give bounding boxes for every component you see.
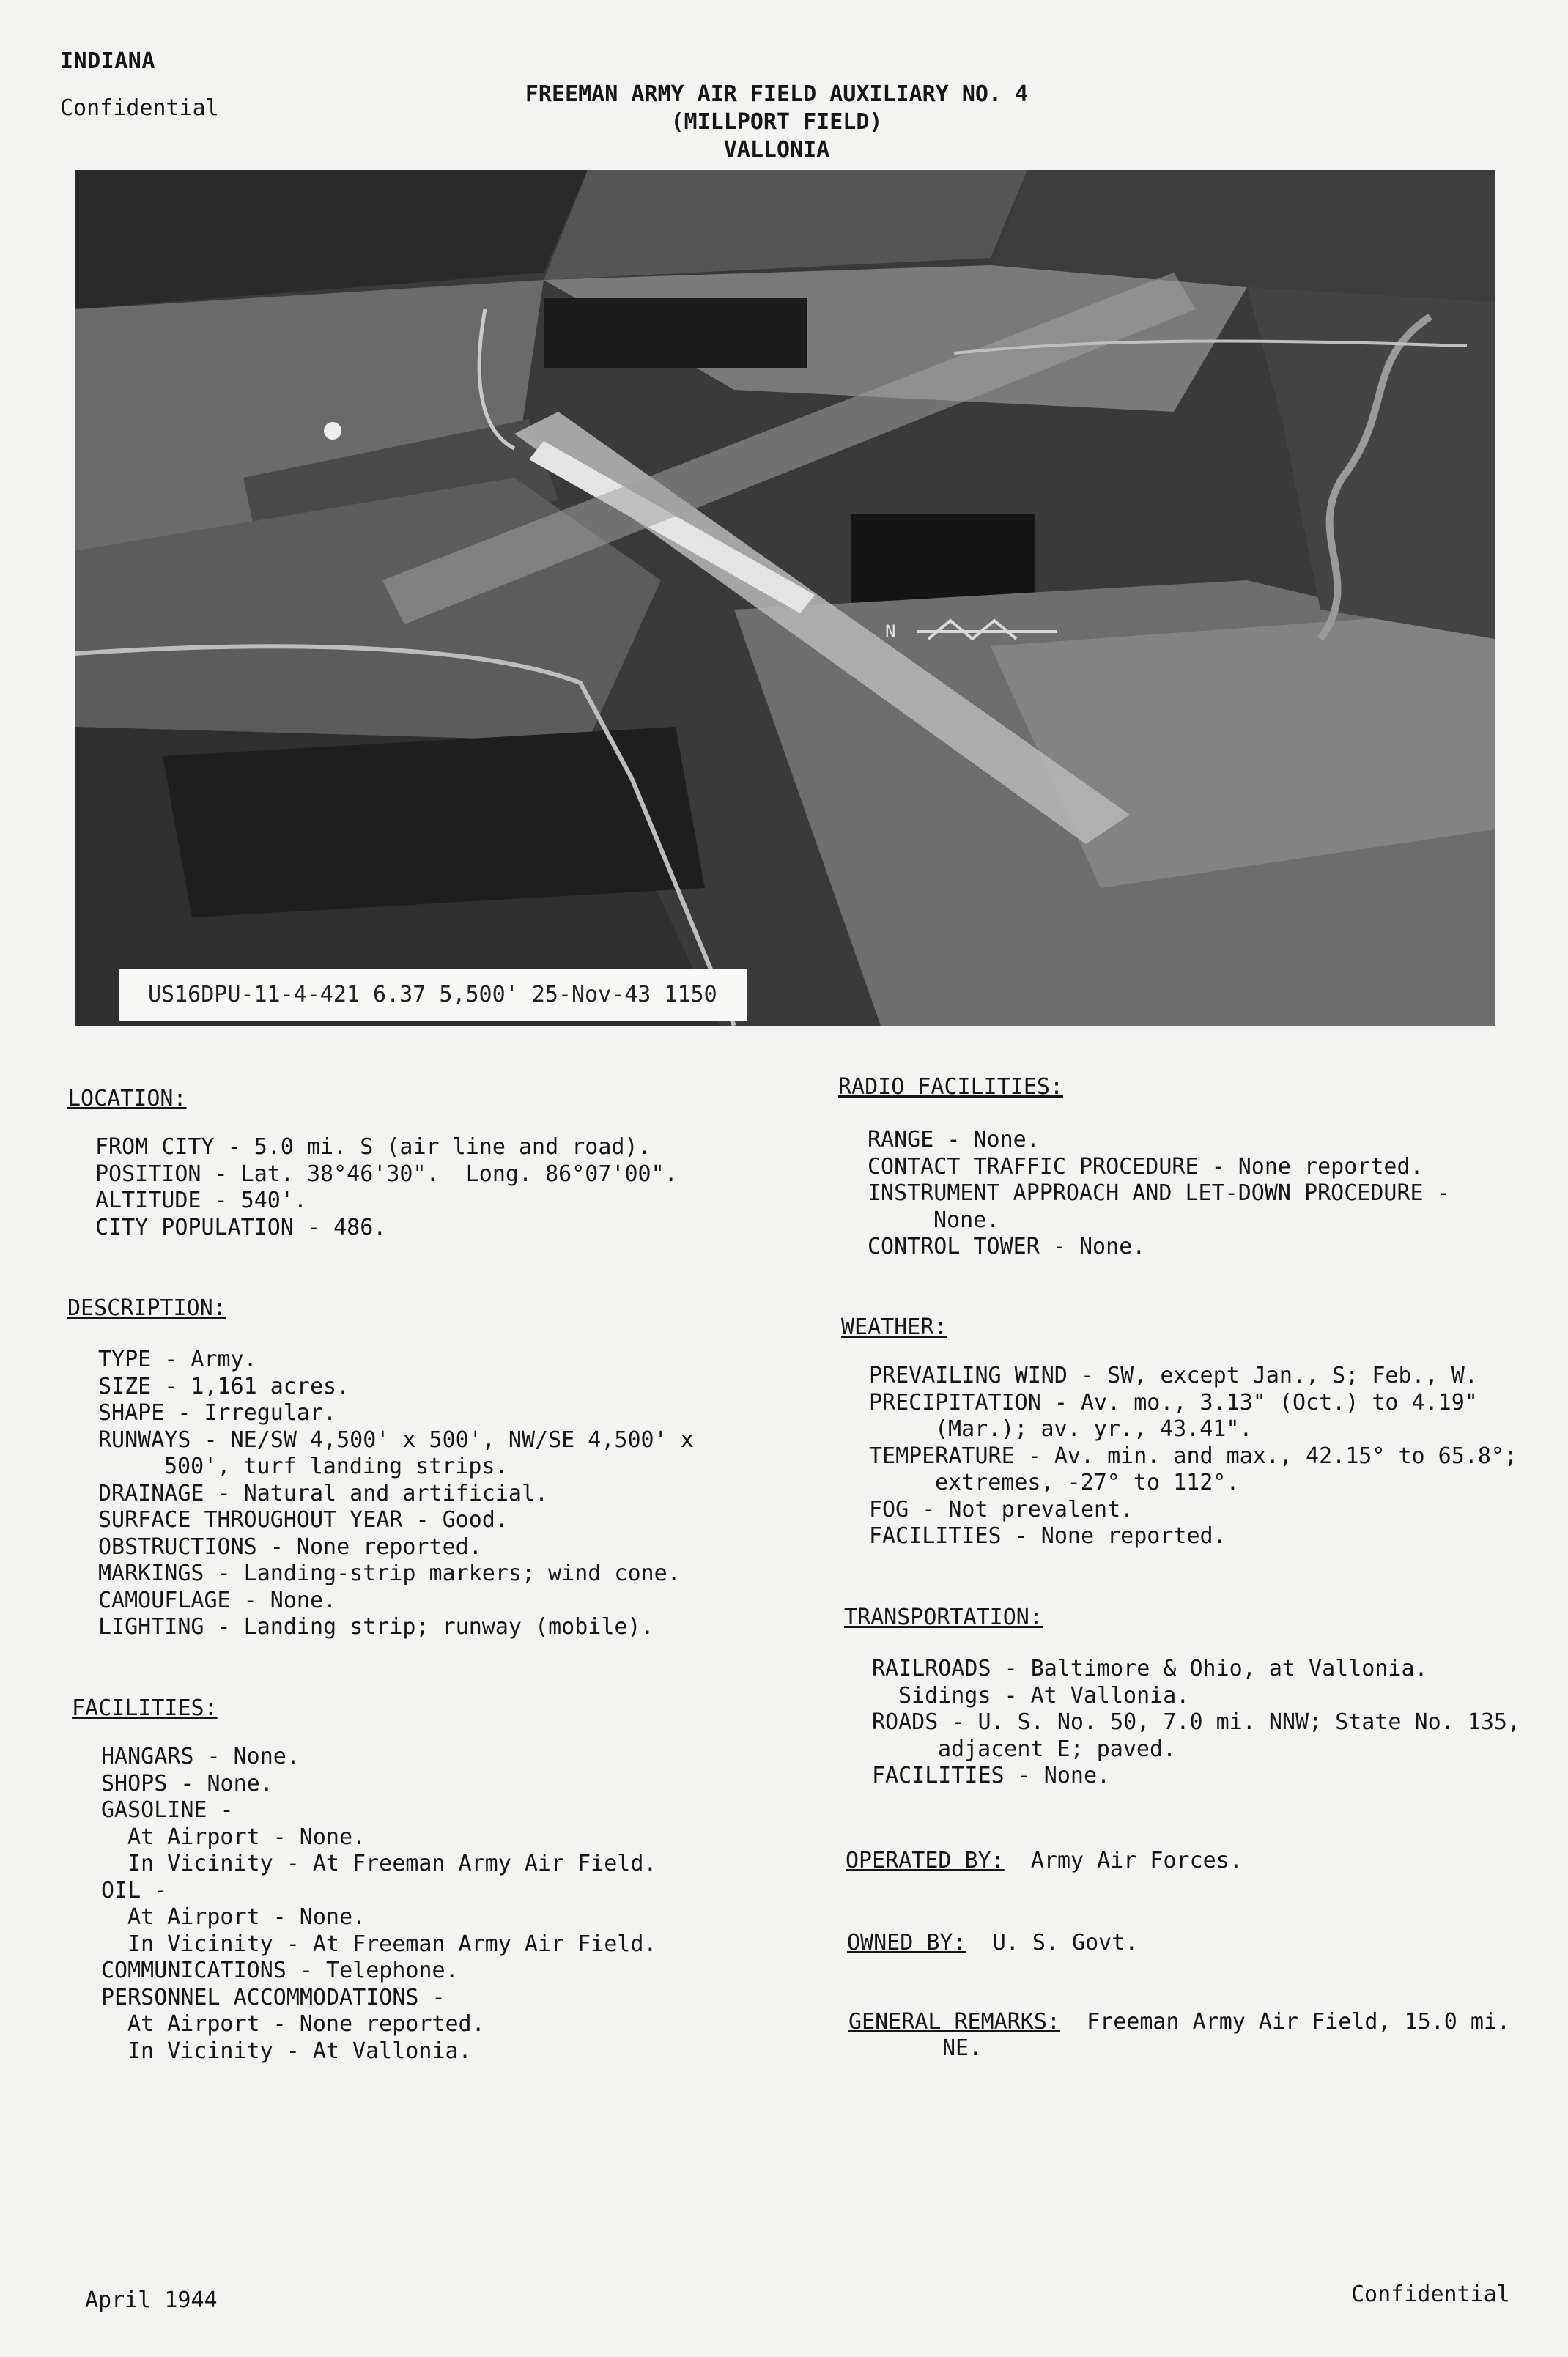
description-line: SIZE - 1,161 acres. <box>98 1373 350 1399</box>
location-heading: LOCATION: <box>67 1086 187 1111</box>
operated-by <box>846 1848 1243 1874</box>
footer-date: April 1944 <box>85 2287 218 2313</box>
aerial-photo <box>75 170 1495 1026</box>
description-line: MARKINGS - Landing-strip markers; wind cone. <box>98 1561 681 1586</box>
location-line: ALTITUDE - 540'. <box>95 1188 307 1213</box>
radio-line: CONTACT TRAFFIC PROCEDURE - None reported. <box>868 1153 1424 1180</box>
facilities-line: In Vicinity - At Vallonia. <box>127 2038 472 2064</box>
photo-caption: US16DPU-11-4-421 6.37 5,500' 25-Nov-43 1150 <box>119 969 747 1021</box>
description-line: SURFACE THROUGHOUT YEAR - Good. <box>98 1507 509 1533</box>
description-line: TYPE - Army. <box>98 1347 257 1372</box>
transportation-heading: TRANSPORTATION: <box>844 1605 1043 1630</box>
weather-line: FOG - Not prevalent. <box>869 1496 1134 1522</box>
title-line-2: (MILLPORT FIELD) <box>670 109 883 135</box>
weather-line: extremes, -27° to 112°. <box>935 1470 1240 1495</box>
title-line-1: FREEMAN ARMY AIR FIELD AUXILIARY NO. 4 <box>525 81 1029 107</box>
operated-by-label: OPERATED BY: <box>846 1848 1005 1873</box>
state-label: INDIANA <box>60 48 155 74</box>
title-line-3: VALLONIA <box>723 137 830 163</box>
weather-line: FACILITIES - None reported. <box>869 1523 1227 1549</box>
owned-by <box>847 1930 1138 1956</box>
radio-line: RANGE - None. <box>868 1127 1040 1152</box>
facilities-line: OIL - <box>101 1877 168 1903</box>
weather-line: (Mar.); av. yr., 43.41". <box>935 1416 1253 1442</box>
weather-line: PREVAILING WIND - SW, except Jan., S; Feb., W. <box>869 1363 1478 1388</box>
weather-line: TEMPERATURE - Av. min. and max., 42.15° to 65.8°; <box>869 1443 1518 1469</box>
radio-line: INSTRUMENT APPROACH AND LET-DOWN PROCEDURE - <box>868 1180 1450 1206</box>
facilities-line: In Vicinity - At Freeman Army Air Field. <box>127 1931 657 1957</box>
facilities-heading: FACILITIES: <box>72 1695 218 1721</box>
facilities-line: At Airport - None. <box>127 1824 366 1850</box>
classification-top: Confidential <box>60 95 219 121</box>
operated-by-value: Army Air Forces. <box>1030 1848 1243 1873</box>
transportation-line: ROADS - U. S. No. 50, 7.0 mi. NNW; State No. 135, <box>872 1709 1521 1735</box>
description-line: DRAINAGE - Natural and artificial. <box>98 1480 549 1506</box>
classification-bottom: Confidential <box>1351 2282 1510 2307</box>
general-remarks <box>848 2009 1510 2035</box>
owned-by-label: OWNED BY: <box>847 1930 966 1955</box>
weather-list <box>869 1363 1517 1550</box>
facilities-line: HANGARS - None. <box>101 1744 300 1769</box>
radio-line: CONTROL TOWER - None. <box>868 1234 1146 1259</box>
radio-facilities-heading: RADIO FACILITIES: <box>838 1074 1064 1100</box>
location-line: CITY POPULATION - 486. <box>95 1214 387 1240</box>
owned-by-value: U. S. Govt. <box>992 1930 1139 1955</box>
general-remarks-continued: NE. <box>942 2035 983 2061</box>
facilities-line: PERSONNEL ACCOMMODATIONS - <box>101 1984 445 2010</box>
transportation-list <box>872 1656 1520 1790</box>
general-remarks-label: GENERAL REMARKS: <box>848 2009 1060 2035</box>
radio-line: None. <box>933 1207 1000 1233</box>
description-heading: DESCRIPTION: <box>67 1295 226 1321</box>
description-line: OBSTRUCTIONS - None reported. <box>98 1533 482 1560</box>
general-remarks-value: Freeman Army Air Field, 15.0 mi. <box>1087 2009 1511 2035</box>
weather-line: PRECIPITATION - Av. mo., 3.13" (Oct.) to 4.19" <box>869 1389 1478 1416</box>
weather-heading: WEATHER: <box>841 1314 947 1340</box>
facilities-line: GASOLINE - <box>101 1797 234 1823</box>
description-list <box>98 1347 694 1641</box>
description-line: CAMOUFLAGE - None. <box>98 1587 337 1613</box>
description-line: LIGHTING - Landing strip; runway (mobile). <box>98 1614 654 1640</box>
location-line: FROM CITY - 5.0 mi. S (air line and road). <box>95 1134 651 1160</box>
description-line: RUNWAYS - NE/SW 4,500' x 500', NW/SE 4,500' x <box>98 1427 694 1453</box>
radio-facilities-list <box>868 1127 1450 1261</box>
location-list <box>95 1134 678 1241</box>
transportation-line: adjacent E; paved. <box>938 1736 1177 1762</box>
transportation-line: RAILROADS - Baltimore & Ohio, at Vallonia. <box>872 1656 1428 1681</box>
description-line: 500', turf landing strips. <box>164 1454 509 1479</box>
facilities-line: At Airport - None. <box>127 1904 366 1930</box>
description-line: SHAPE - Irregular. <box>98 1400 337 1426</box>
facilities-line: SHOPS - None. <box>101 1770 273 1797</box>
transportation-line: Sidings - At Vallonia. <box>898 1682 1190 1709</box>
facilities-line: COMMUNICATIONS - Telephone. <box>101 1958 459 1983</box>
facilities-line: In Vicinity - At Freeman Army Air Field. <box>127 1851 657 1876</box>
location-line: POSITION - Lat. 38°46'30". Long. 86°07'00". <box>95 1161 678 1187</box>
facilities-list <box>101 1744 657 2065</box>
facilities-line: At Airport - None reported. <box>127 2011 485 2037</box>
transportation-line: FACILITIES - None. <box>872 1763 1111 1788</box>
aerial-photo-drawing <box>75 170 1495 1026</box>
north-arrow-label: N <box>885 621 896 642</box>
